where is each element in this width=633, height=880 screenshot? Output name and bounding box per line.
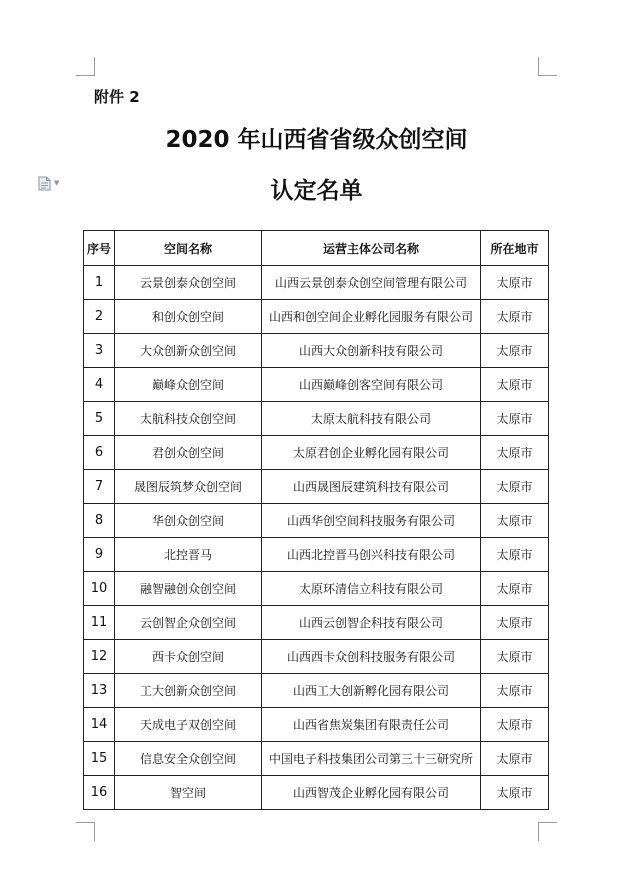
- table-row: [84, 606, 549, 640]
- header-index: 序号: [84, 231, 115, 266]
- row-city: 太原市: [481, 470, 549, 504]
- row-space-name: 信息安全众创空间: [115, 742, 262, 776]
- row-city: 太原市: [481, 402, 549, 436]
- row-space-name: 融智融创众创空间: [115, 572, 262, 606]
- row-operator-company: 山西省焦炭集团有限责任公司: [262, 708, 481, 742]
- table-header-row: [84, 231, 549, 266]
- row-operator-company: 太原太航科技有限公司: [262, 402, 481, 436]
- row-index: 4: [84, 368, 115, 402]
- row-operator-company: 太原环清信立科技有限公司: [262, 572, 481, 606]
- row-operator-company: 山西大众创新科技有限公司: [262, 334, 481, 368]
- table-row: [84, 402, 549, 436]
- row-index: 3: [84, 334, 115, 368]
- row-city: 太原市: [481, 266, 549, 300]
- row-space-name: 大众创新众创空间: [115, 334, 262, 368]
- row-space-name: 云景创泰众创空间: [115, 266, 262, 300]
- row-space-name: 华创众创空间: [115, 504, 262, 538]
- row-operator-company: 中国电子科技集团公司第三十三研究所: [262, 742, 481, 776]
- crop-mark-bottom-left: [76, 822, 95, 841]
- row-city: 太原市: [481, 368, 549, 402]
- row-operator-company: 山西巅峰创客空间有限公司: [262, 368, 481, 402]
- row-city: 太原市: [481, 640, 549, 674]
- header-city: 所在地市: [481, 231, 549, 266]
- row-operator-company: 太原君创企业孵化园有限公司: [262, 436, 481, 470]
- table-row: [84, 742, 549, 776]
- row-index: 6: [84, 436, 115, 470]
- table-row: [84, 640, 549, 674]
- row-index: 12: [84, 640, 115, 674]
- row-space-name: 太航科技众创空间: [115, 402, 262, 436]
- row-index: 16: [84, 776, 115, 810]
- row-city: 太原市: [481, 538, 549, 572]
- table-row: [84, 334, 549, 368]
- table-row: [84, 504, 549, 538]
- row-space-name: 晟图辰筑梦众创空间: [115, 470, 262, 504]
- row-space-name: 云创智企众创空间: [115, 606, 262, 640]
- table-row: [84, 368, 549, 402]
- row-city: 太原市: [481, 674, 549, 708]
- row-index: 8: [84, 504, 115, 538]
- row-city: 太原市: [481, 776, 549, 810]
- row-operator-company: 山西云景创泰众创空间管理有限公司: [262, 266, 481, 300]
- row-city: 太原市: [481, 436, 549, 470]
- crop-mark-top-left: [76, 57, 95, 76]
- header-operator-company: 运营主体公司名称: [262, 231, 481, 266]
- row-city: 太原市: [481, 572, 549, 606]
- row-space-name: 君创众创空间: [115, 436, 262, 470]
- table-row: [84, 776, 549, 810]
- row-index: 5: [84, 402, 115, 436]
- row-index: 11: [84, 606, 115, 640]
- row-index: 14: [84, 708, 115, 742]
- caret-down-icon: ▼: [54, 178, 60, 187]
- row-operator-company: 山西智茂企业孵化园有限公司: [262, 776, 481, 810]
- row-city: 太原市: [481, 708, 549, 742]
- attachment-label: 附件 2: [94, 88, 140, 106]
- row-city: 太原市: [481, 334, 549, 368]
- page-title: 2020 年山西省省级众创空间: [165, 127, 468, 153]
- row-index: 15: [84, 742, 115, 776]
- row-operator-company: 山西西卡众创科技服务有限公司: [262, 640, 481, 674]
- table-row: [84, 572, 549, 606]
- row-space-name: 智空间: [115, 776, 262, 810]
- row-city: 太原市: [481, 300, 549, 334]
- row-city: 太原市: [481, 606, 549, 640]
- table-row: [84, 436, 549, 470]
- crop-mark-bottom-right: [538, 822, 557, 841]
- row-space-name: 和创众创空间: [115, 300, 262, 334]
- row-operator-company: 山西和创空间企业孵化园服务有限公司: [262, 300, 481, 334]
- row-index: 13: [84, 674, 115, 708]
- row-operator-company: 山西北控晋马创兴科技有限公司: [262, 538, 481, 572]
- row-space-name: 北控晋马: [115, 538, 262, 572]
- row-city: 太原市: [481, 742, 549, 776]
- table-row: [84, 470, 549, 504]
- row-operator-company: 山西晟图辰建筑科技有限公司: [262, 470, 481, 504]
- row-index: 9: [84, 538, 115, 572]
- space-list-table: [83, 230, 549, 810]
- row-space-name: 工大创新众创空间: [115, 674, 262, 708]
- row-operator-company: 山西工大创新孵化园有限公司: [262, 674, 481, 708]
- crop-mark-top-right: [538, 57, 557, 76]
- table-row: [84, 266, 549, 300]
- row-operator-company: 山西华创空间科技服务有限公司: [262, 504, 481, 538]
- table-row: [84, 674, 549, 708]
- row-index: 1: [84, 266, 115, 300]
- page-subtitle: 认定名单: [270, 178, 363, 204]
- row-space-name: 巅峰众创空间: [115, 368, 262, 402]
- row-space-name: 天成电子双创空间: [115, 708, 262, 742]
- table-row: [84, 538, 549, 572]
- header-space-name: 空间名称: [115, 231, 262, 266]
- row-index: 2: [84, 300, 115, 334]
- row-space-name: 西卡众创空间: [115, 640, 262, 674]
- row-city: 太原市: [481, 504, 549, 538]
- table-row: [84, 300, 549, 334]
- table-row: [84, 708, 549, 742]
- row-operator-company: 山西云创智企科技有限公司: [262, 606, 481, 640]
- row-index: 7: [84, 470, 115, 504]
- row-index: 10: [84, 572, 115, 606]
